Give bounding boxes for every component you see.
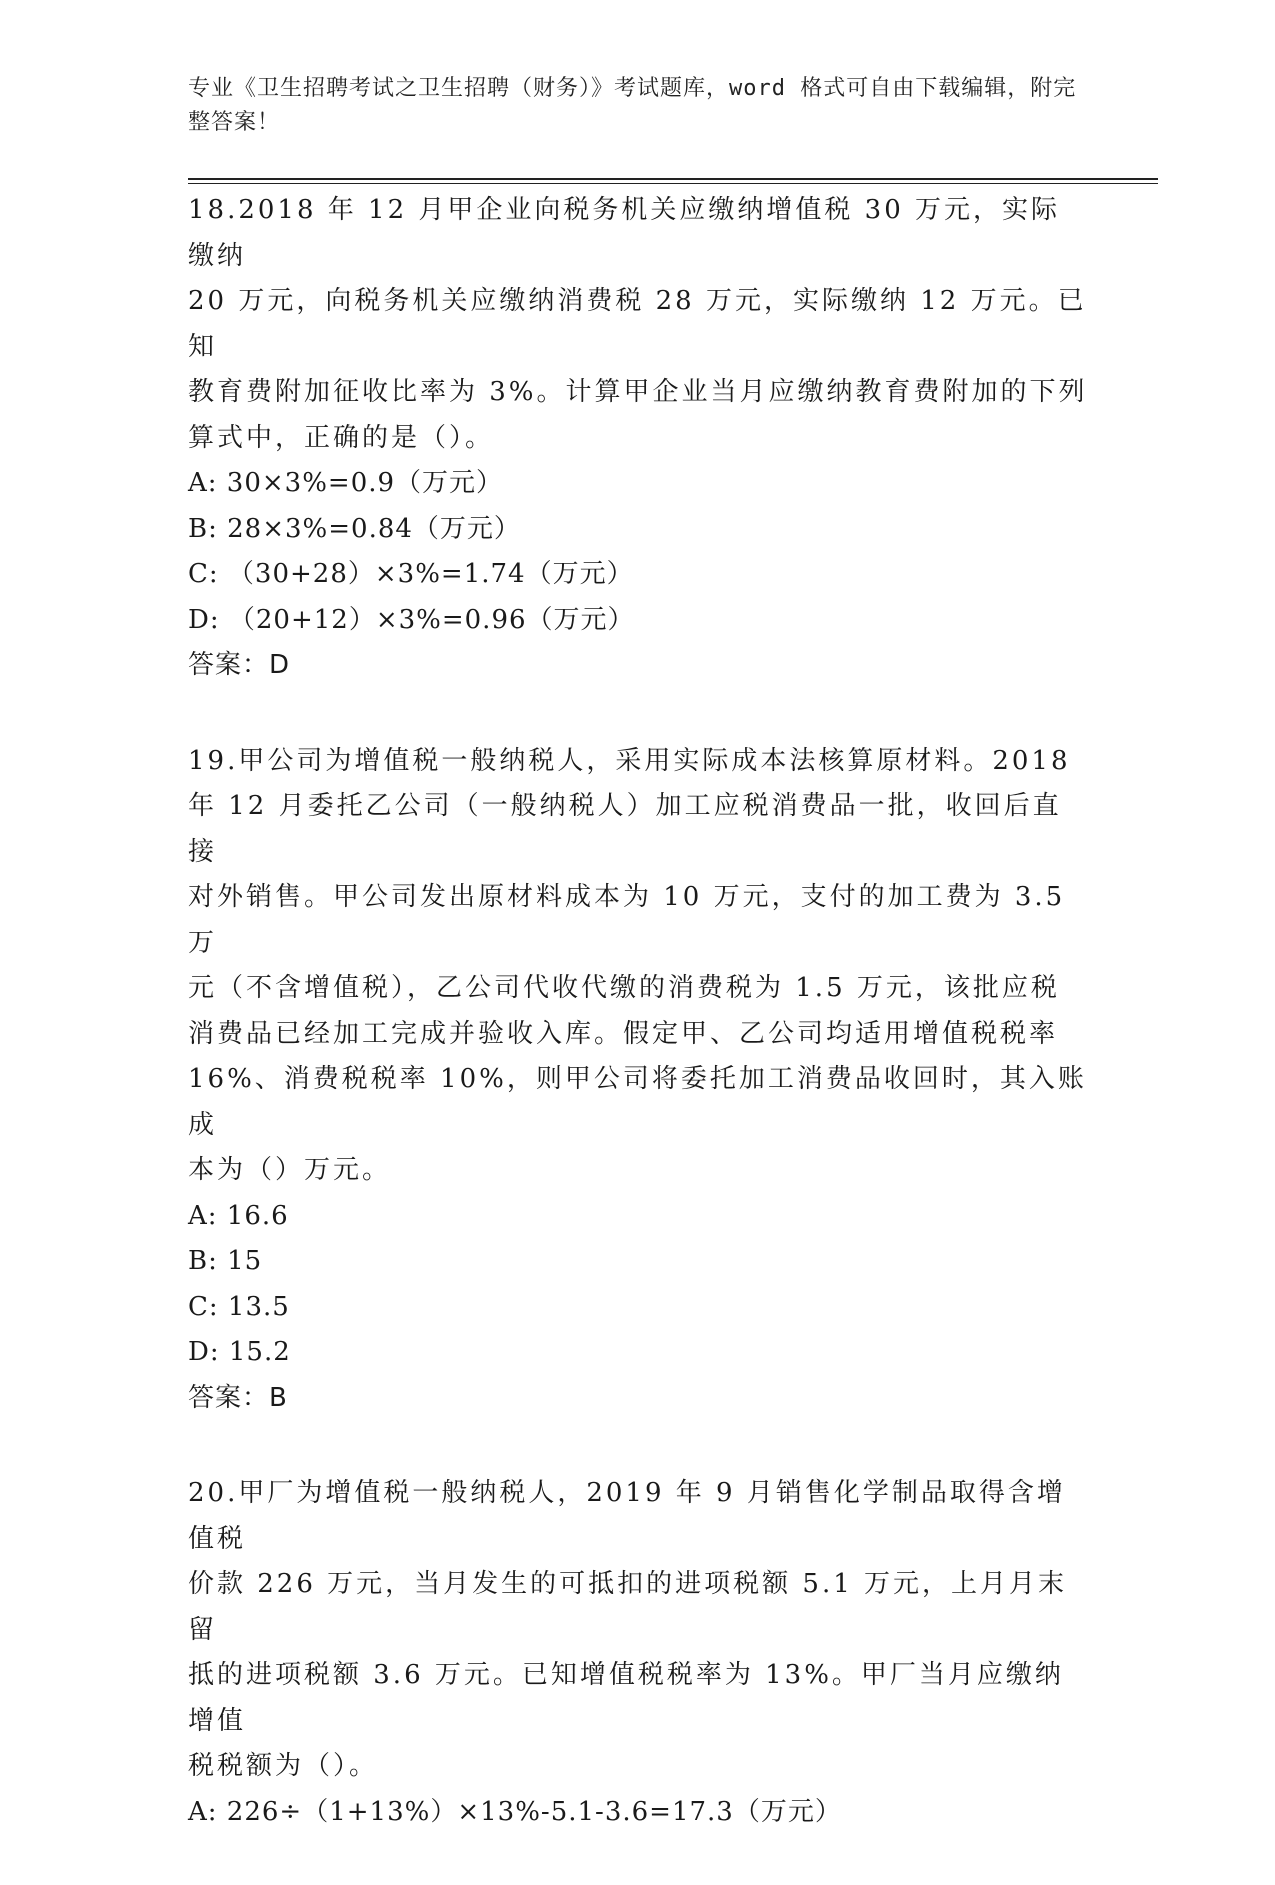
question-20 — [188, 1471, 1088, 1835]
answer-label: 答案：B — [188, 1382, 288, 1413]
question-stem-line: 20 万元，向税务机关应缴纳消费税 28 万元，实际缴纳 12 万元。已知 — [188, 286, 1087, 362]
option-d: D: （20+12）×3%=0.96（万元） — [188, 604, 635, 635]
question-stem-line: 16%、消费税税率 10%，则甲公司将委托加工消费品收回时，其入账成 — [188, 1064, 1087, 1140]
question-18 — [188, 188, 1088, 689]
document-header — [188, 72, 1088, 140]
question-19 — [188, 739, 1088, 1422]
question-stem-line: 消费品已经加工完成并验收入库。假定甲、乙公司均适用增值税税率 — [188, 1018, 1059, 1049]
option-b: B: 28×3%=0.84（万元） — [188, 513, 521, 544]
question-stem-line: 20.甲厂为增值税一般纳税人，2019 年 9 月销售化学制品取得含增值税 — [188, 1478, 1066, 1554]
question-stem-line: 算式中，正确的是（）。 — [188, 422, 495, 453]
question-stem-line: 税税额为（）。 — [188, 1751, 379, 1781]
question-stem-line: 教育费附加征收比率为 3%。计算甲企业当月应缴纳教育费附加的下列 — [188, 377, 1088, 407]
option-b: B: 15 — [188, 1246, 263, 1276]
question-stem-line: 年 12 月委托乙公司（一般纳税人）加工应税消费品一批，收回后直接 — [188, 791, 1062, 867]
option-a: A: 226÷（1+13%）×13%-5.1-3.6=17.3（万元） — [188, 1796, 842, 1827]
header-text: 专业《卫生招聘考试之卫生招聘（财务）》考试题库，word 格式可自由下载编辑，附完整答案！ — [188, 76, 1077, 135]
option-c: C: 13.5 — [188, 1291, 290, 1322]
option-c: C: （30+28）×3%=1.74（万元） — [188, 559, 634, 589]
question-stem-line: 18.2018 年 12 月甲企业向税务机关应缴纳增值税 30 万元，实际缴纳 — [188, 195, 1061, 271]
question-stem-line: 本为（）万元。 — [188, 1155, 392, 1185]
question-stem-line: 价款 226 万元，当月发生的可抵扣的进项税额 5.1 万元，上月月末留 — [188, 1569, 1068, 1645]
question-stem-line: 元（不含增值税），乙公司代收代缴的消费税为 1.5 万元，该批应税 — [188, 973, 1060, 1003]
header-divider-thick — [188, 178, 1158, 180]
header-divider-thin — [188, 183, 1158, 184]
option-a: A: 16.6 — [188, 1200, 289, 1231]
question-stem-line: 抵的进项税额 3.6 万元。已知增值税税率为 13%。甲厂当月应缴纳增值 — [188, 1660, 1064, 1736]
option-d: D: 15.2 — [188, 1337, 291, 1367]
answer-label: 答案：D — [188, 650, 291, 680]
question-stem-line: 对外销售。甲公司发出原材料成本为 10 万元，支付的加工费为 3.5 万 — [188, 882, 1077, 958]
questions-container — [188, 188, 1088, 1885]
question-stem-line: 19.甲公司为增值税一般纳税人，采用实际成本法核算原材料。2018 — [188, 745, 1071, 776]
option-a: A: 30×3%=0.9（万元） — [188, 468, 504, 498]
